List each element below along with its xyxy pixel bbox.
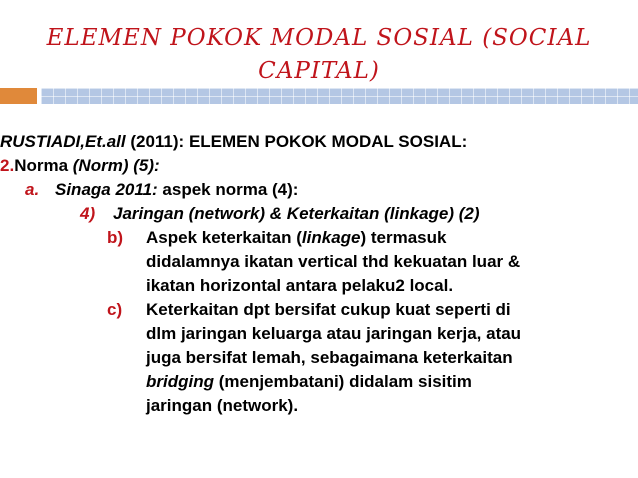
item-b-line3: ikatan horizontal antara pelaku2 local. [146, 276, 454, 295]
item-c-line1 [0, 298, 638, 322]
item-b-line1-b: ) termasuk [360, 228, 447, 247]
intro-heading: ELEMEN POKOK MODAL SOSIAL: [188, 132, 468, 151]
norma-line [0, 154, 638, 178]
intro-line [0, 130, 638, 154]
norma-label: Norma [14, 156, 73, 175]
norma-english: (Norm) (5): [72, 156, 160, 175]
item-4 [0, 202, 638, 226]
item-4-marker: 4) [80, 204, 96, 223]
slide-body [0, 130, 638, 418]
intro-year: (2011): [125, 132, 189, 151]
item-b-line2: didalamnya ikatan vertical thd kekuatan luar & [146, 252, 521, 271]
item-a-marker: a. [25, 180, 40, 199]
item-b-marker: b) [107, 228, 124, 247]
item-c-line3: juga bersifat lemah, sebagaimana keterkaitan [146, 348, 513, 367]
item-c-line5: jaringan (network). [146, 396, 299, 415]
accent-bar [41, 88, 638, 104]
item-c-line2: dlm jaringan keluarga atau jaringan kerja, atau [146, 324, 522, 343]
item-c-line1-text: Keterkaitan dpt bersifat cukup kuat seperti di [146, 300, 511, 319]
slide-title-line2: CAPITAL) [258, 58, 380, 84]
item-c-line4-text: (menjembatani) didalam sisitim [213, 372, 472, 391]
intro-author: RUSTIADI,Et.all [0, 132, 126, 151]
item-a [0, 178, 638, 202]
slide-title [0, 22, 638, 88]
item-c-line4-italic: bridging [146, 372, 214, 391]
item-4-text: Jaringan (network) & Keterkaitan (linkage) (2) [113, 204, 480, 223]
item-c-marker: c) [107, 300, 123, 319]
item-b-line1-a: Aspek keterkaitan ( [146, 228, 302, 247]
item-a-italic: Sinaga 2011: [55, 180, 158, 199]
item-b-line1 [0, 226, 638, 250]
norma-number: 2. [0, 156, 15, 175]
item-b-line1-italic: linkage [301, 228, 361, 247]
item-c-line4 [0, 370, 638, 394]
slide-title-line1: ELEMEN POKOK MODAL SOSIAL (SOCIAL [46, 25, 592, 51]
accent-block [0, 88, 37, 104]
item-a-text: aspek norma (4): [157, 180, 299, 199]
